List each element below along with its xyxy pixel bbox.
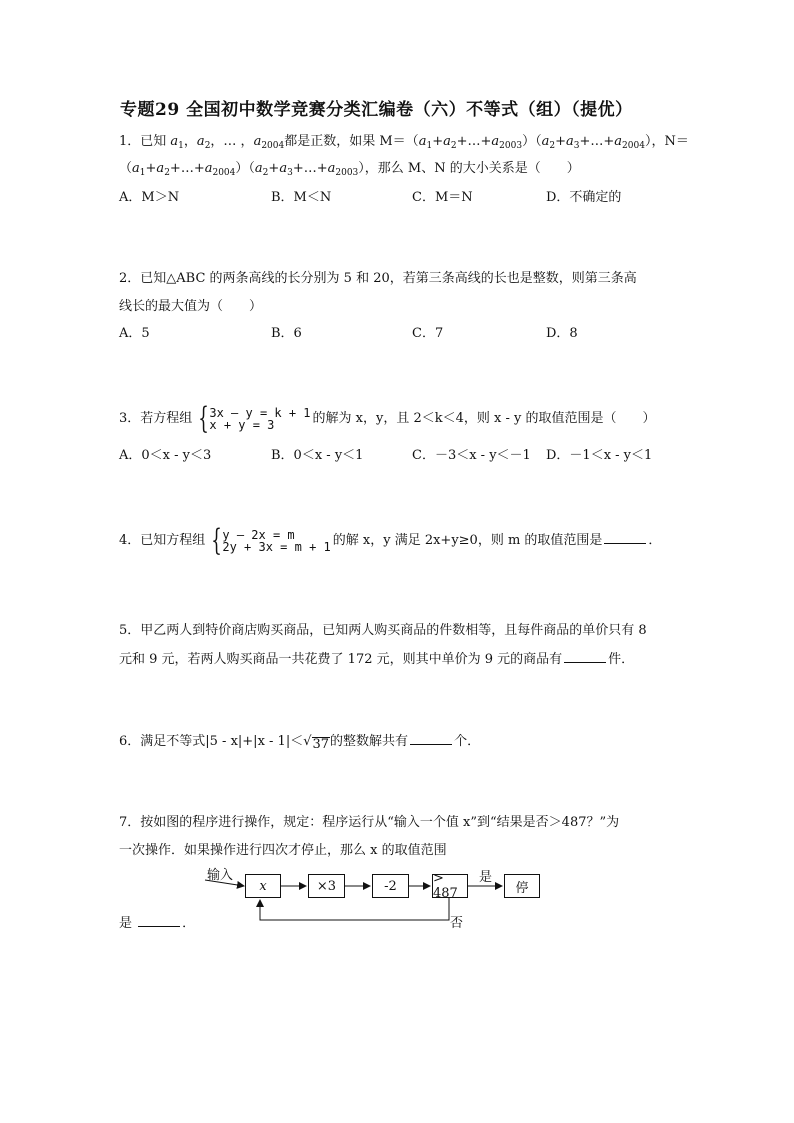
square-root: √ 37	[303, 734, 330, 752]
answer-blank	[410, 732, 452, 745]
flow-input-label: 输入	[207, 868, 234, 883]
equation-system-3: { 3x – y = k + 1 x + y = 3	[198, 400, 311, 436]
answer-blank	[604, 531, 646, 544]
question-2-option-a: A．5	[119, 326, 150, 341]
question-1-option-d: D．不确定的	[546, 190, 622, 205]
flow-yes-label: 是	[479, 870, 493, 885]
question-3-option-c: C．－3＜x - y＜－1	[412, 448, 531, 463]
question-7-line-2: 一次操作．如果操作进行四次才停止，那么 x 的取值范围	[119, 843, 447, 858]
question-1-option-a: A．M＞N	[119, 190, 180, 205]
flow-box-x: x	[245, 874, 281, 898]
question-5-line-1: 5．甲乙两人到特价商店购买商品，已知两人购买商品的件数相等，且每件商品的单价只有 8	[119, 623, 647, 638]
page-title: 专题29 全国初中数学竞赛分类汇编卷（六）不等式（组）（提优）	[120, 100, 633, 120]
question-1-line-1: 1．已知 $a_1$，$a_2$，… ，$a_{2004}$都是正数，如果 $M=(a_1+a_2+\dots+a_{2003})(a_2+a_3+\dots+a_{2004})$，N＝	[119, 134, 689, 151]
question-2-option-b: B．6	[271, 326, 302, 341]
question-3-option-a: A．0＜x - y＜3	[119, 448, 212, 463]
question-3-stem: 3．若方程组 { 3x – y = k + 1 x + y = 3 的解为 x，y，且 2＜k＜4，则 x - y 的取值范围是（ ）	[119, 400, 656, 436]
flow-no-label: 否	[450, 916, 464, 931]
question-7-line-1: 7．按如图的程序进行操作，规定：程序运行从“输入一个值 x”到“结果是否＞487？”为	[119, 815, 620, 830]
question-3-option-b: B．0＜x - y＜1	[271, 448, 364, 463]
question-2-option-c: C．7	[412, 326, 444, 341]
question-4-stem: 4．已知方程组 { y – 2x = m 2y + 3x = m + 1 的解 x，y 满足 2x+y≥0，则 m 的取值范围是 ．	[119, 522, 662, 558]
question-2-line-2: 线长的最大值为（ ）	[119, 299, 263, 314]
flow-box-stop: 停	[504, 874, 540, 898]
question-1-option-c: C．M＝N	[412, 190, 473, 205]
answer-blank	[138, 914, 180, 927]
question-3-option-d: D．－1＜x - y＜1	[546, 448, 653, 463]
question-1-option-b: B．M＜N	[271, 190, 332, 205]
question-7-line-3: 是 ．	[119, 916, 196, 931]
flow-box-multiply: ×3	[308, 874, 345, 898]
question-1-line-2: $(a_1+a_2+\dots+a_{2004})(a_2+a_3+\dots+a_{2003})$，那么 M、N 的大小关系是（ ）	[119, 161, 580, 178]
answer-blank	[564, 650, 606, 663]
flow-box-compare: > 487	[432, 874, 468, 898]
equation-system-4: { y – 2x = m 2y + 3x = m + 1	[211, 522, 331, 558]
flow-box-subtract: -2	[372, 874, 409, 898]
question-2-option-d: D．8	[546, 326, 578, 341]
question-5-line-2: 元和 9 元，若两人购买商品一共花费了 172 元，则其中单价为 9 元的商品有 件．	[119, 652, 635, 667]
question-2-line-1: 2．已知△ABC 的两条高线的长分别为 5 和 20，若第三条高线的长也是整数，则第三条高	[119, 271, 637, 286]
question-6-stem: 6．满足不等式|5 - x|+|x - 1|＜ √ 37 的整数解共有 个．	[119, 734, 481, 752]
